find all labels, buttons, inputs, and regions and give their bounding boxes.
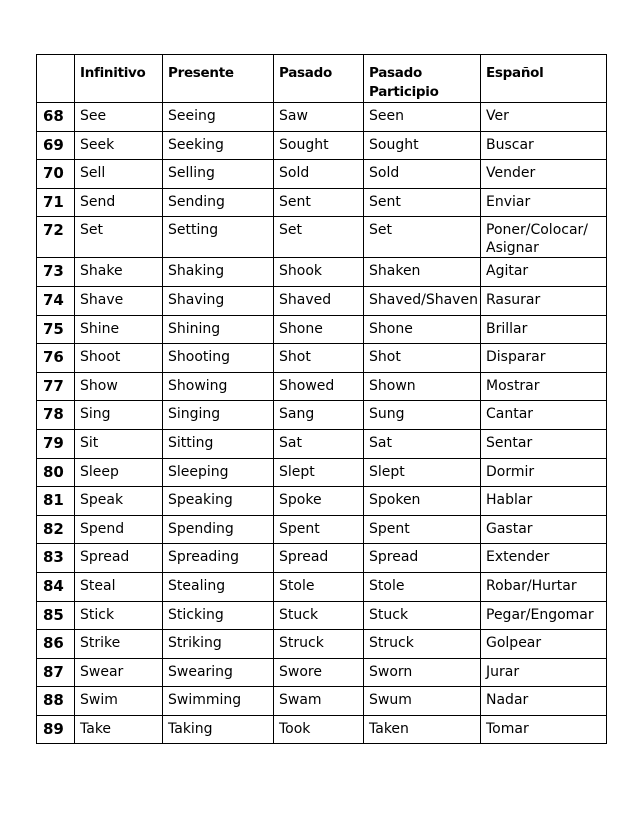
presente-cell: Sleeping xyxy=(163,458,274,487)
presente-cell: Spending xyxy=(163,515,274,544)
participio-cell: Spent xyxy=(364,515,481,544)
presente-cell: Swearing xyxy=(163,658,274,687)
pasado-cell: Sat xyxy=(274,429,364,458)
participio-cell: Sung xyxy=(364,401,481,430)
row-number: 77 xyxy=(37,372,75,401)
table-row xyxy=(37,572,607,601)
participio-cell: Stole xyxy=(364,572,481,601)
participio-cell: Shot xyxy=(364,344,481,373)
row-number: 70 xyxy=(37,160,75,189)
table-row xyxy=(37,258,607,287)
espanol-cell: Gastar xyxy=(481,515,607,544)
infinitivo-cell: Stick xyxy=(75,601,163,630)
infinitivo-cell: Strike xyxy=(75,630,163,659)
header-presente: Presente xyxy=(163,55,274,103)
pasado-cell: Slept xyxy=(274,458,364,487)
espanol-cell: Enviar xyxy=(481,188,607,217)
presente-cell: Sending xyxy=(163,188,274,217)
presente-cell: Setting xyxy=(163,217,274,258)
row-number: 83 xyxy=(37,544,75,573)
header-row xyxy=(37,55,607,103)
row-number: 76 xyxy=(37,344,75,373)
infinitivo-cell: Set xyxy=(75,217,163,258)
infinitivo-cell: Send xyxy=(75,188,163,217)
pasado-cell: Stuck xyxy=(274,601,364,630)
espanol-cell: Jurar xyxy=(481,658,607,687)
presente-cell: Seeing xyxy=(163,103,274,132)
pasado-cell: Shone xyxy=(274,315,364,344)
pasado-cell: Showed xyxy=(274,372,364,401)
participio-cell: Spoken xyxy=(364,487,481,516)
infinitivo-cell: Swear xyxy=(75,658,163,687)
row-number: 78 xyxy=(37,401,75,430)
espanol-cell: Sentar xyxy=(481,429,607,458)
row-number: 86 xyxy=(37,630,75,659)
table-row xyxy=(37,601,607,630)
participio-cell: Set xyxy=(364,217,481,258)
espanol-cell: Golpear xyxy=(481,630,607,659)
pasado-cell: Set xyxy=(274,217,364,258)
header-infinitivo: Infinitivo xyxy=(75,55,163,103)
header-pasado-participio: Pasado Participio xyxy=(364,55,481,103)
presente-cell: Stealing xyxy=(163,572,274,601)
participio-cell: Taken xyxy=(364,715,481,744)
presente-cell: Shaving xyxy=(163,286,274,315)
infinitivo-cell: See xyxy=(75,103,163,132)
participio-cell: Seen xyxy=(364,103,481,132)
pasado-cell: Sold xyxy=(274,160,364,189)
participio-cell: Shaved/Shaven xyxy=(364,286,481,315)
table-row xyxy=(37,401,607,430)
row-number: 73 xyxy=(37,258,75,287)
infinitivo-cell: Shave xyxy=(75,286,163,315)
table-row xyxy=(37,429,607,458)
pasado-cell: Swam xyxy=(274,687,364,716)
espanol-cell: Pegar/Engomar xyxy=(481,601,607,630)
row-number: 87 xyxy=(37,658,75,687)
infinitivo-cell: Shoot xyxy=(75,344,163,373)
pasado-cell: Shook xyxy=(274,258,364,287)
participio-cell: Spread xyxy=(364,544,481,573)
row-number: 68 xyxy=(37,103,75,132)
row-number: 74 xyxy=(37,286,75,315)
presente-cell: Swimming xyxy=(163,687,274,716)
pasado-cell: Shot xyxy=(274,344,364,373)
table-row xyxy=(37,160,607,189)
participio-cell: Sent xyxy=(364,188,481,217)
infinitivo-cell: Steal xyxy=(75,572,163,601)
pasado-cell: Swore xyxy=(274,658,364,687)
table-row xyxy=(37,630,607,659)
table-row xyxy=(37,687,607,716)
table-row xyxy=(37,715,607,744)
infinitivo-cell: Sleep xyxy=(75,458,163,487)
table-row xyxy=(37,487,607,516)
presente-cell: Singing xyxy=(163,401,274,430)
row-number: 72 xyxy=(37,217,75,258)
participio-cell: Shone xyxy=(364,315,481,344)
presente-cell: Shining xyxy=(163,315,274,344)
infinitivo-cell: Speak xyxy=(75,487,163,516)
participio-cell: Shown xyxy=(364,372,481,401)
infinitivo-cell: Sit xyxy=(75,429,163,458)
pasado-cell: Stole xyxy=(274,572,364,601)
pasado-cell: Sang xyxy=(274,401,364,430)
participio-cell: Swum xyxy=(364,687,481,716)
espanol-cell: Disparar xyxy=(481,344,607,373)
pasado-cell: Struck xyxy=(274,630,364,659)
infinitivo-cell: Swim xyxy=(75,687,163,716)
infinitivo-cell: Seek xyxy=(75,131,163,160)
espanol-cell: Brillar xyxy=(481,315,607,344)
row-number: 71 xyxy=(37,188,75,217)
espanol-cell: Extender xyxy=(481,544,607,573)
espanol-cell: Agitar xyxy=(481,258,607,287)
presente-cell: Showing xyxy=(163,372,274,401)
presente-cell: Shaking xyxy=(163,258,274,287)
presente-cell: Selling xyxy=(163,160,274,189)
pasado-cell: Sent xyxy=(274,188,364,217)
table-row xyxy=(37,458,607,487)
table-row xyxy=(37,131,607,160)
espanol-cell: Dormir xyxy=(481,458,607,487)
row-number: 82 xyxy=(37,515,75,544)
header-number xyxy=(37,55,75,103)
presente-cell: Taking xyxy=(163,715,274,744)
table-row xyxy=(37,315,607,344)
espanol-cell: Vender xyxy=(481,160,607,189)
espanol-cell: Buscar xyxy=(481,131,607,160)
presente-cell: Sticking xyxy=(163,601,274,630)
pasado-cell: Saw xyxy=(274,103,364,132)
row-number: 80 xyxy=(37,458,75,487)
row-number: 79 xyxy=(37,429,75,458)
infinitivo-cell: Sell xyxy=(75,160,163,189)
presente-cell: Seeking xyxy=(163,131,274,160)
espanol-cell: Rasurar xyxy=(481,286,607,315)
participio-cell: Stuck xyxy=(364,601,481,630)
presente-cell: Shooting xyxy=(163,344,274,373)
presente-cell: Striking xyxy=(163,630,274,659)
table-row xyxy=(37,658,607,687)
table-row xyxy=(37,544,607,573)
espanol-cell: Mostrar xyxy=(481,372,607,401)
espanol-cell: Cantar xyxy=(481,401,607,430)
table-row xyxy=(37,372,607,401)
header-espanol: Español xyxy=(481,55,607,103)
infinitivo-cell: Shake xyxy=(75,258,163,287)
presente-cell: Speaking xyxy=(163,487,274,516)
participio-cell: Sat xyxy=(364,429,481,458)
pasado-cell: Spoke xyxy=(274,487,364,516)
table-row xyxy=(37,344,607,373)
row-number: 84 xyxy=(37,572,75,601)
verb-table xyxy=(36,54,607,744)
presente-cell: Spreading xyxy=(163,544,274,573)
espanol-cell: Robar/Hurtar xyxy=(481,572,607,601)
pasado-cell: Spent xyxy=(274,515,364,544)
infinitivo-cell: Spend xyxy=(75,515,163,544)
row-number: 69 xyxy=(37,131,75,160)
table-row xyxy=(37,515,607,544)
header-pasado: Pasado xyxy=(274,55,364,103)
participio-cell: Slept xyxy=(364,458,481,487)
infinitivo-cell: Show xyxy=(75,372,163,401)
row-number: 85 xyxy=(37,601,75,630)
pasado-cell: Sought xyxy=(274,131,364,160)
espanol-cell: Ver xyxy=(481,103,607,132)
participio-cell: Struck xyxy=(364,630,481,659)
participio-cell: Sought xyxy=(364,131,481,160)
participio-cell: Sworn xyxy=(364,658,481,687)
espanol-cell: Nadar xyxy=(481,687,607,716)
infinitivo-cell: Spread xyxy=(75,544,163,573)
espanol-cell: Poner/Colocar/ Asignar xyxy=(481,217,607,258)
table-row xyxy=(37,286,607,315)
table-row xyxy=(37,188,607,217)
pasado-cell: Took xyxy=(274,715,364,744)
presente-cell: Sitting xyxy=(163,429,274,458)
row-number: 88 xyxy=(37,687,75,716)
participio-cell: Sold xyxy=(364,160,481,189)
espanol-cell: Hablar xyxy=(481,487,607,516)
infinitivo-cell: Take xyxy=(75,715,163,744)
infinitivo-cell: Sing xyxy=(75,401,163,430)
infinitivo-cell: Shine xyxy=(75,315,163,344)
row-number: 75 xyxy=(37,315,75,344)
pasado-cell: Spread xyxy=(274,544,364,573)
table-row xyxy=(37,103,607,132)
participio-cell: Shaken xyxy=(364,258,481,287)
row-number: 89 xyxy=(37,715,75,744)
row-number: 81 xyxy=(37,487,75,516)
pasado-cell: Shaved xyxy=(274,286,364,315)
espanol-cell: Tomar xyxy=(481,715,607,744)
table-row xyxy=(37,217,607,258)
